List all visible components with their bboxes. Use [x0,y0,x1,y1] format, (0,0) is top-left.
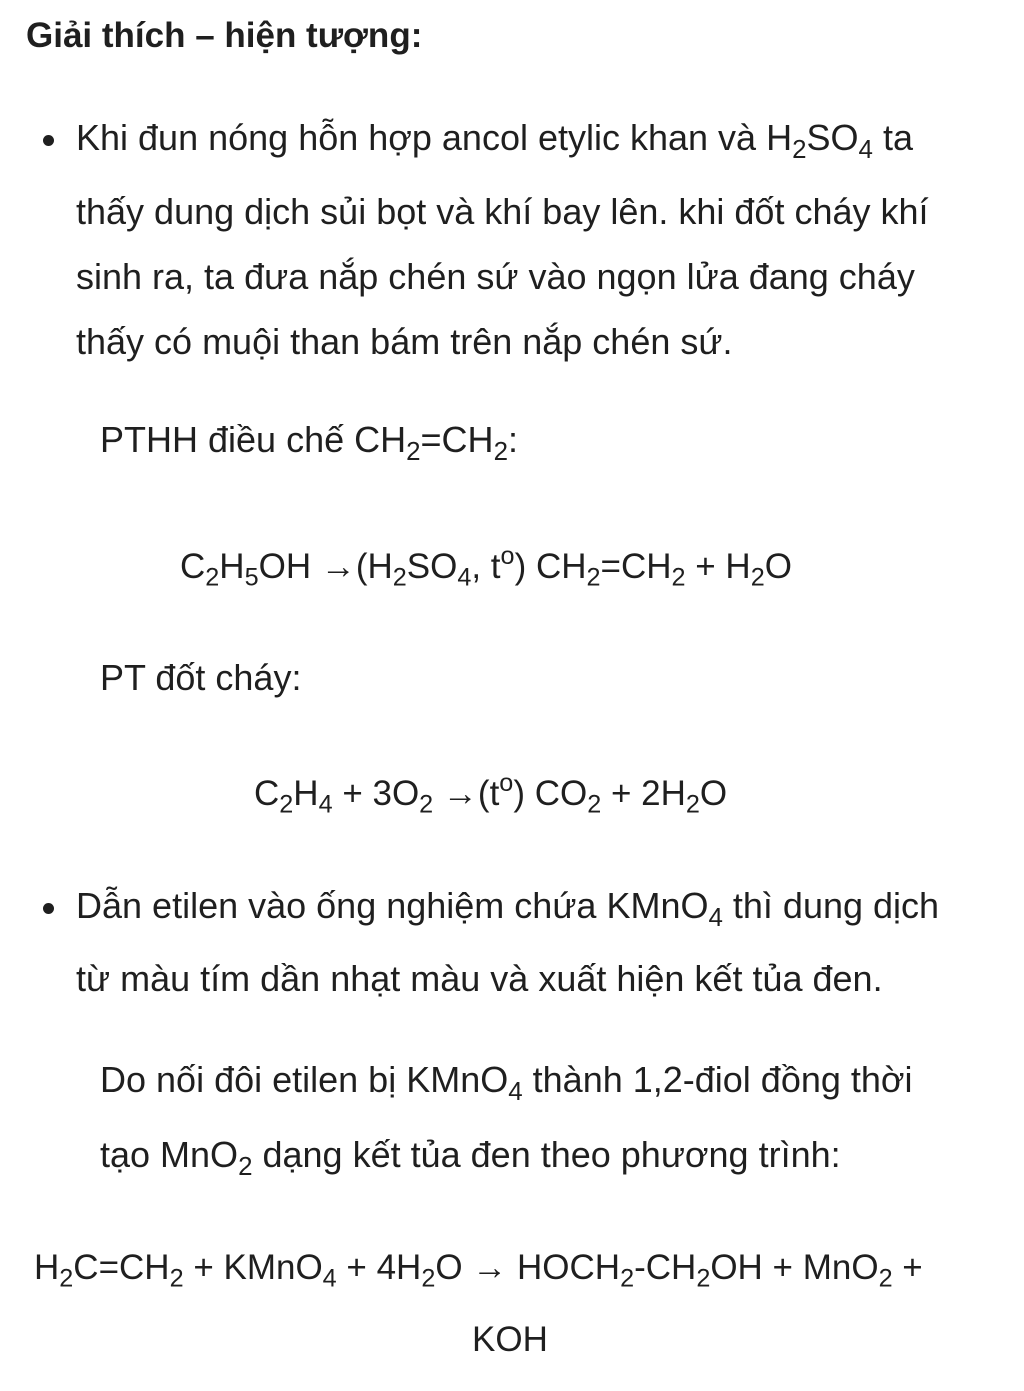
pthh-label: PTHH điều chế $CH_2=CH_2$: [100,419,518,466]
bullet2-line1: Dẫn etilen vào ống nghiệm chứa KMnO$_4$ thì dung dịch [76,885,940,932]
bullet1-line2: thấy dung dịch sủi bọt và khí bay lên. khi đốt cháy khí [76,191,929,232]
equation-1: $C_2H_5OH \to(H_2SO_4$, $t^o$) $CH_2=CH_2 + H_2O$ [180,542,792,592]
bullet1-line4: thấy có muội than bám trên nắp chén sứ. [76,321,733,362]
bullet-dot-2 [43,903,54,914]
bullet2-line2: từ màu tím dần nhạt màu và xuất hiện kết tủa đen. [76,958,883,999]
pt-label: PT đốt cháy: [100,657,302,698]
section-title: Giải thích – hiện tượng: [26,16,423,55]
equation-2: $C_2H_4 + 3O_2 \to(t^o) CO_2 + 2H_2O$ [254,769,728,819]
explanation-line2: tạo MnO$_2$ dạng kết tủa đen theo phương trình: [100,1134,841,1181]
bullet1-line1: Khi đun nóng hỗn hợp ancol etylic khan và $H_2SO_4$ ta [76,117,913,164]
bullet-dot-1 [43,135,54,146]
equation-3: $H_2C=CH_2$ + KMnO$_4$ + $4H_2O$ → $HOCH_2-CH_2OH + MnO_2$ + [34,1248,923,1293]
explanation-line1: Do nối đôi etilen bị KMnO$_4$ thành 1,2-điol đồng thời [100,1059,913,1106]
equation-3-continued: KOH [472,1320,548,1359]
bullet1-line3: sinh ra, ta đưa nắp chén sứ vào ngọn lửa đang cháy [76,256,915,297]
